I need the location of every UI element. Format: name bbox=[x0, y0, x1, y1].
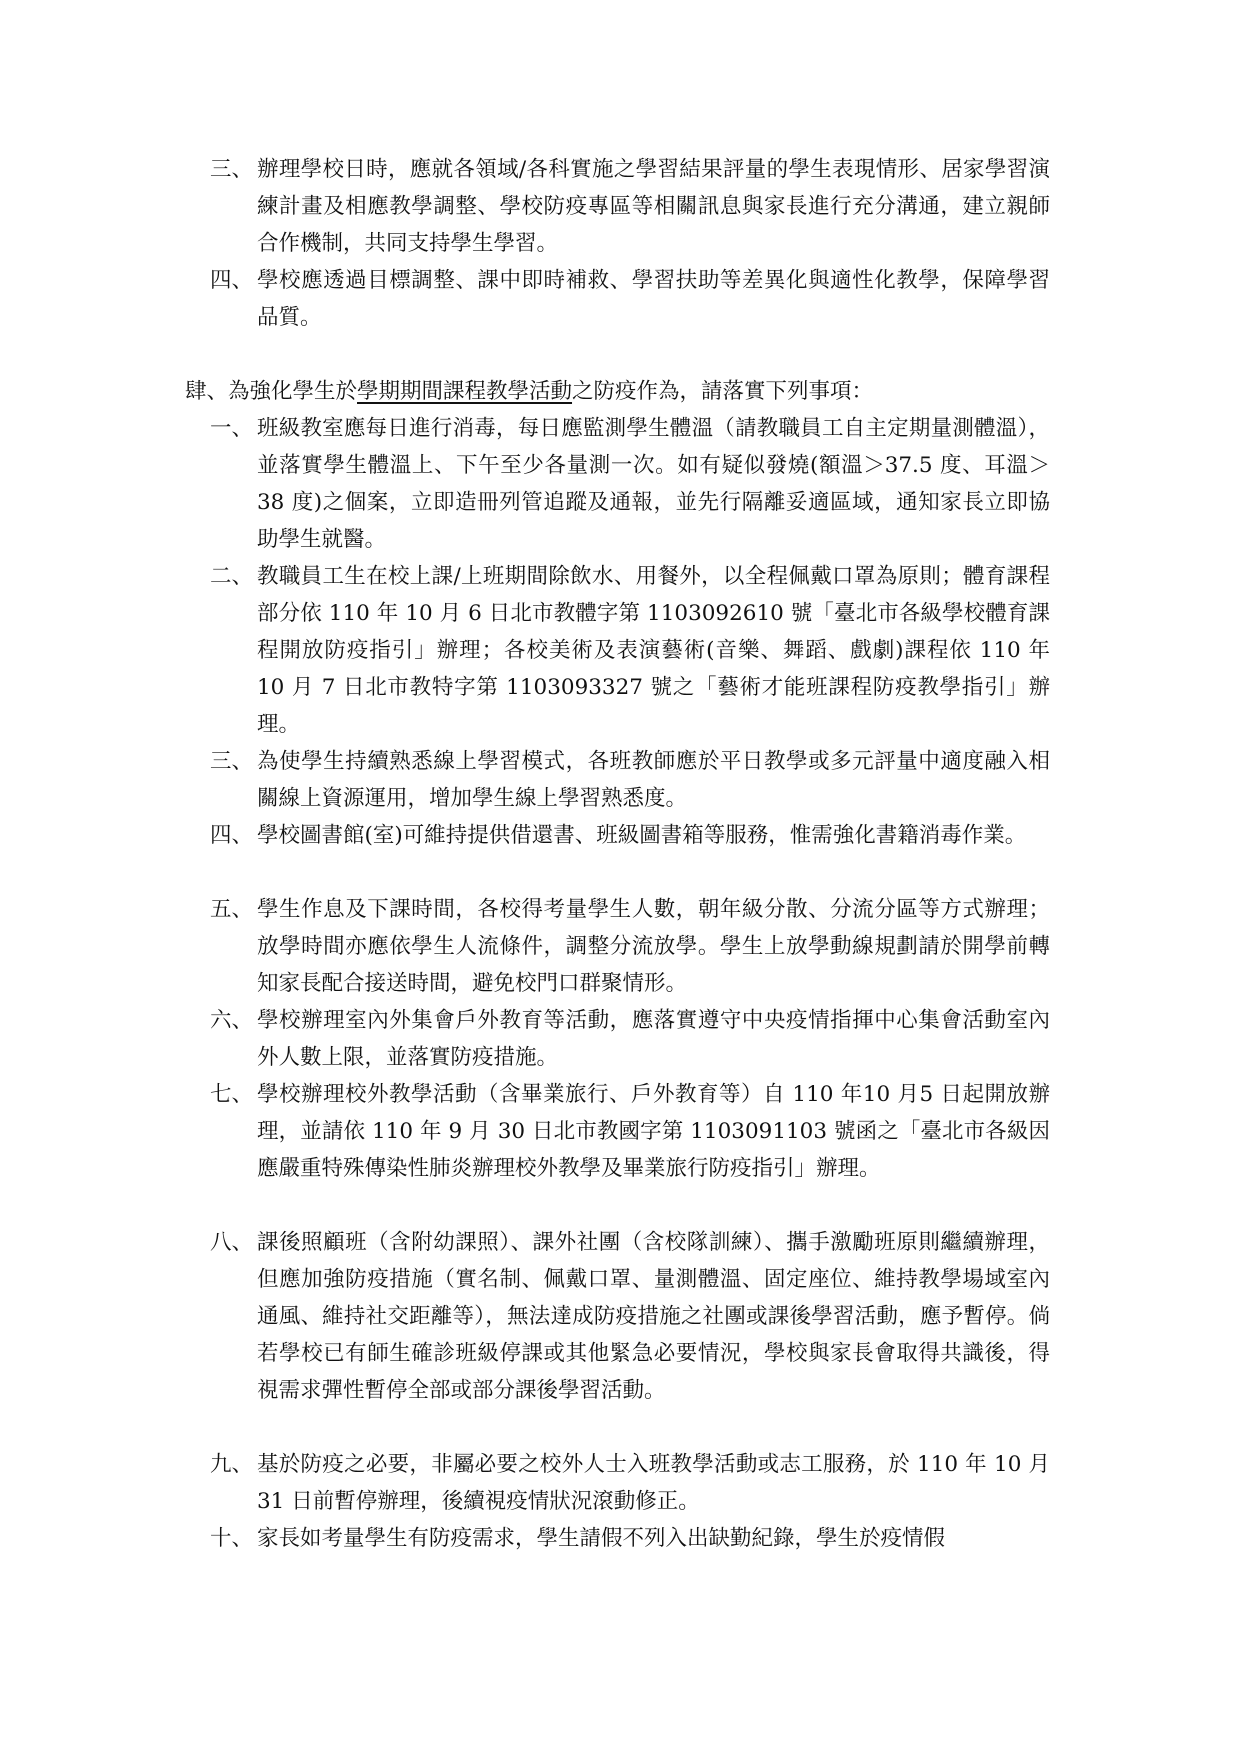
list-marker: 一、 bbox=[210, 416, 254, 441]
list-item bbox=[210, 743, 1050, 817]
list-item bbox=[210, 1224, 1050, 1409]
list-item bbox=[210, 262, 1050, 336]
list-text: 班級教室應每日進行消毒，每日應監測學生體溫（請教職員工自主定期量測體溫），並落實學生體溫上、下午至少各量測一次。如有疑似發燒(額溫＞37.5 度、耳溫＞38 度)之個案，立即造冊列管追蹤及通報，並先行隔離妥適區域，通知家長立即協助學生就醫。 bbox=[257, 416, 1050, 552]
list-item bbox=[210, 817, 1050, 854]
list-marker: 三、 bbox=[210, 157, 254, 182]
list-text: 學校辦理室內外集會戶外教育等活動，應落實遵守中央疫情指揮中心集會活動室內外人數上限，並落實防疫措施。 bbox=[257, 1008, 1050, 1070]
list-item bbox=[210, 1520, 1050, 1557]
list-marker: 六、 bbox=[210, 1008, 254, 1033]
section-heading-underlined: 學期期間課程教學活動 bbox=[357, 379, 573, 404]
list-text: 基於防疫之必要，非屬必要之校外人士入班教學活動或志工服務，於 110 年 10 月 31 日前暫停辦理，後續視疫情狀況滾動修正。 bbox=[257, 1452, 1050, 1514]
list-item bbox=[210, 1002, 1050, 1076]
list-text: 教職員工生在校上課/上班期間除飲水、用餐外，以全程佩戴口罩為原則；體育課程部分依 110 年 10 月 6 日北市教體字第 1103092610 號「臺北市各級學校體育課程開放防疫指引」辦理；各校美術及表演藝術(音樂、舞蹈、戲劇)課程依 110 年 10 月 7 日北市教特字第 1103093327 號之「藝術才能班課程防疫教學指引」辦理。 bbox=[257, 564, 1050, 737]
list-item bbox=[210, 891, 1050, 1002]
list-marker: 七、 bbox=[210, 1082, 254, 1107]
section-heading bbox=[185, 373, 1065, 410]
list-text: 學生作息及下課時間，各校得考量學生人數，朝年級分散、分流分區等方式辦理；放學時間亦應依學生人流條件，調整分流放學。學生上放學動線規劃請於開學前轉知家長配合接送時間，避免校門口群聚情形。 bbox=[257, 897, 1050, 996]
list-item bbox=[210, 1076, 1050, 1187]
list-marker: 三、 bbox=[210, 749, 254, 774]
section-heading-prefix: 肆、為強化學生於 bbox=[185, 379, 358, 404]
list-text: 學校圖書館(室)可維持提供借還書、班級圖書箱等服務，惟需強化書籍消毒作業。 bbox=[257, 823, 1027, 848]
list-marker: 二、 bbox=[210, 564, 254, 589]
list-item bbox=[210, 151, 1050, 262]
list-marker: 八、 bbox=[210, 1230, 254, 1255]
list-text: 學校辦理校外教學活動（含畢業旅行、戶外教育等）自 110 年10 月5 日起開放辦理，並請依 110 年 9 月 30 日北市教國字第 1103091103 號函之「臺北市各級因應嚴重特殊傳染性肺炎辦理校外教學及畢業旅行防疫指引」辦理。 bbox=[257, 1082, 1050, 1181]
list-text: 辦理學校日時，應就各領域/各科實施之學習結果評量的學生表現情形、居家學習演練計畫及相應教學調整、學校防疫專區等相關訊息與家長進行充分溝通，建立親師合作機制，共同支持學生學習。 bbox=[257, 157, 1050, 256]
list-item bbox=[210, 558, 1050, 743]
list-text: 學校應透過目標調整、課中即時補救、學習扶助等差異化與適性化教學，保障學習品質。 bbox=[257, 268, 1050, 330]
list-marker: 九、 bbox=[210, 1452, 254, 1477]
list-text: 課後照顧班（含附幼課照）、課外社團（含校隊訓練）、攜手激勵班原則繼續辦理，但應加強防疫措施（實名制、佩戴口罩、量測體溫、固定座位、維持教學場域室內通風、維持社交距離等），無法達成防疫措施之社團或課後學習活動，應予暫停。倘若學校已有師生確診班級停課或其他緊急必要情況，學校與家長會取得共識後，得視需求彈性暫停全部或部分課後學習活動。 bbox=[257, 1230, 1050, 1403]
list-text: 為使學生持續熟悉線上學習模式，各班教師應於平日教學或多元評量中適度融入相關線上資源運用，增加學生線上學習熟悉度。 bbox=[257, 749, 1050, 811]
list-item bbox=[210, 1446, 1050, 1520]
section-heading-suffix: 之防疫作為，請落實下列事項： bbox=[572, 379, 874, 404]
list-marker: 十、 bbox=[210, 1526, 254, 1551]
list-marker: 四、 bbox=[210, 268, 254, 293]
list-marker: 五、 bbox=[210, 897, 254, 922]
list-text: 家長如考量學生有防疫需求，學生請假不列入出缺勤紀錄，學生於疫情假 bbox=[257, 1526, 946, 1551]
list-item bbox=[210, 410, 1050, 558]
list-marker: 四、 bbox=[210, 823, 254, 848]
